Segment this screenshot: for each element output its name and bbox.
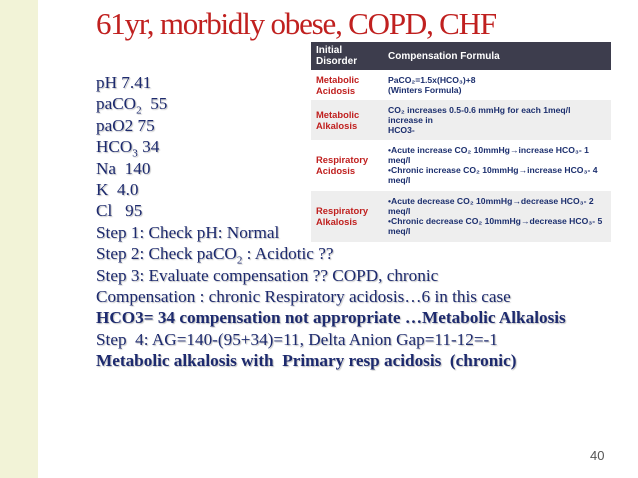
disorder-text: Alkalosis: [316, 119, 358, 131]
k-line: K 4.0: [96, 180, 139, 200]
step2-sub: 2: [236, 254, 243, 267]
formula-text: •Acute increase CO₂ 10mmHg→increase HCO₃- 1: [388, 145, 589, 156]
disorder-cell: [311, 140, 383, 191]
compensation-table: [311, 42, 611, 242]
step3-line: Step 3: Evaluate compensation ?? COPD, chronic: [96, 265, 439, 285]
table-row: [311, 191, 611, 242]
table-row: [311, 140, 611, 191]
step2-text-end: : Acidotic ??: [242, 244, 334, 264]
formula-cell: [383, 140, 611, 191]
step4-line: Step 4: AG=140-(95+34)=11, Delta Anion Gap=11-12=-1: [96, 329, 498, 349]
step2-text: Step 2: Check paCO: [96, 244, 237, 264]
formula-cell: [383, 100, 611, 140]
table-row: [311, 100, 611, 140]
slide-title: 61yr, morbidly obese, COPD, CHF: [96, 6, 496, 41]
disorder-text: Metabolic: [316, 108, 360, 120]
table-header-disorder: Initial Disorder: [311, 42, 383, 70]
formula-text: (Winters Formula): [388, 85, 462, 96]
step2-line: [96, 243, 566, 267]
formula-text: •Chronic decrease CO₂ 10mmHg→decrease HCO₃- 5: [388, 216, 603, 227]
table-header-row: [311, 42, 611, 70]
formula-text: meq/l: [388, 226, 411, 237]
table-row: [311, 70, 611, 100]
step1-line: Step 1: Check pH: Normal: [96, 222, 280, 242]
paco2-label: paCO: [96, 94, 137, 114]
disorder-cell: [311, 100, 383, 140]
hco3-compensation-line: HCO3= 34 compensation not appropriate …Metabolic Alkalosis: [96, 308, 566, 328]
formula-text: CO₂ increases 0.5-0.6 mmHg for each 1meq/l increase in: [388, 104, 571, 125]
page-number: 40: [590, 448, 605, 463]
paco2-value: 55: [141, 94, 168, 114]
formula-text: meq/l: [388, 155, 411, 166]
disorder-text: Respiratory: [316, 154, 369, 166]
cl-line: Cl 95: [96, 201, 143, 221]
formula-text: •Chronic increase CO₂ 10mmHg→increase HCO₃- 4: [388, 165, 598, 176]
hco3-value: 34: [137, 137, 160, 157]
left-decorative-bar: [0, 0, 38, 478]
conclusion-line: Metabolic alkalosis with Primary resp acidosis (chronic): [96, 351, 517, 371]
compensation-line: Compensation : chronic Respiratory acidosis…6 in this case: [96, 287, 511, 307]
formula-text: meq/l: [388, 175, 411, 186]
pao2-line: paO2 75: [96, 115, 155, 135]
disorder-cell: [311, 191, 383, 242]
ph-line: pH 7.41: [96, 73, 152, 92]
formula-text: HCO3-: [388, 124, 415, 135]
formula-text: PaCO₂=1.5x(HCO₃)+8: [388, 75, 476, 86]
disorder-text: Acidosis: [316, 165, 356, 177]
table-header-formula: Compensation Formula: [383, 42, 611, 70]
disorder-text: Acidosis: [316, 85, 356, 97]
formula-cell: [383, 191, 611, 242]
na-line: Na 140: [96, 158, 151, 178]
hco3-label: HCO: [96, 137, 133, 157]
disorder-text: Alkalosis: [316, 216, 358, 228]
disorder-text: Metabolic: [316, 74, 360, 86]
formula-cell: [383, 70, 611, 100]
formula-text: meq/l: [388, 206, 411, 217]
hco3-sub: 3: [132, 147, 138, 160]
formula-text: •Acute decrease CO₂ 10mmHg→decrease HCO₃- 2: [388, 196, 594, 207]
disorder-text: Respiratory: [316, 205, 369, 217]
paco2-sub: 2: [136, 104, 142, 117]
disorder-cell: [311, 70, 383, 100]
